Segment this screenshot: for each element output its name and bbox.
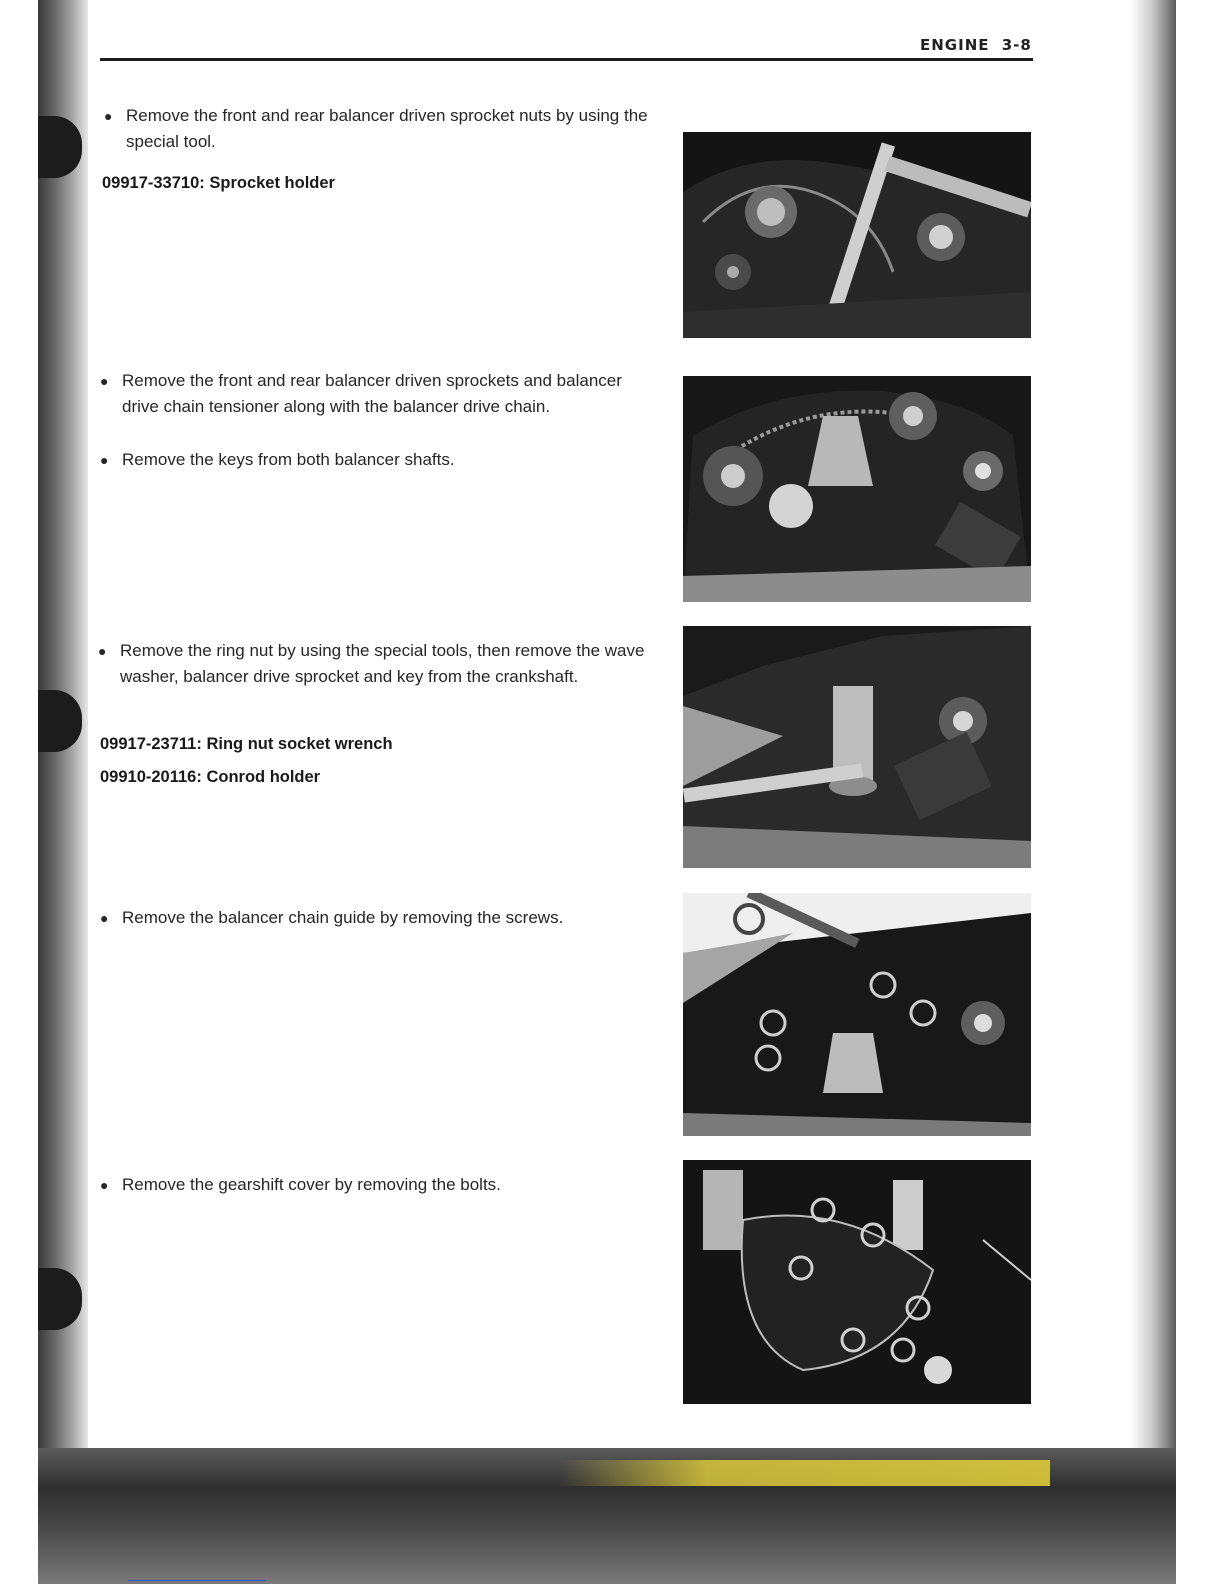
bullet-icon: ● — [100, 1177, 109, 1193]
special-tool: 09917-23711: Ring nut socket wrench — [100, 735, 393, 753]
header-rule — [100, 58, 1033, 61]
engine-photo-chain-guide — [683, 893, 1031, 1136]
page-margin — [1176, 0, 1224, 1584]
page-shadow — [1130, 0, 1176, 1480]
instruction-item — [100, 905, 660, 931]
tool-name: Conrod holder — [206, 768, 321, 786]
bullet-icon: ● — [104, 108, 113, 124]
instruction-item — [100, 447, 652, 473]
instruction-text: Remove the ring nut by using the special tools, then remove the wave washer, balancer drive sprocket and key from the crankshaft. — [120, 641, 645, 686]
engine-photo-ring-nut — [683, 626, 1031, 868]
tool-name: Sprocket holder — [209, 174, 335, 192]
binder-edge — [38, 0, 88, 1584]
bullet-icon: ● — [100, 910, 109, 926]
tool-number: 09917-33710 — [102, 174, 200, 192]
tool-number: 09917-23711 — [100, 735, 197, 753]
instruction-item — [100, 368, 652, 420]
instruction-item — [100, 1172, 660, 1198]
bullet-icon: ● — [100, 373, 109, 389]
page-number: 3-8 — [1001, 36, 1032, 54]
special-tool: 09910-20116: Conrod holder — [100, 768, 321, 786]
instruction-item — [98, 638, 652, 690]
scan-underline-artifact — [128, 1580, 266, 1581]
instruction-text: Remove the balancer chain guide by removing the screws. — [122, 908, 564, 927]
instruction-text: Remove the front and rear balancer driven sprocket nuts by using the special tool. — [126, 106, 648, 151]
instruction-text: Remove the keys from both balancer shafts. — [122, 450, 455, 469]
instruction-text: Remove the gearshift cover by removing the bolts. — [122, 1175, 501, 1194]
instruction-text: Remove the front and rear balancer driven sprockets and balancer drive chain tensioner along with the balancer drive chain. — [122, 371, 622, 416]
special-tool: 09917-33710: Sprocket holder — [102, 174, 335, 192]
bullet-icon: ● — [98, 643, 107, 659]
bullet-icon: ● — [100, 452, 109, 468]
scan-color-artifact — [560, 1460, 1050, 1486]
page-header — [920, 36, 1032, 54]
engine-photo-sprocket-nuts — [683, 132, 1031, 338]
engine-photo-gearshift-cover — [683, 1160, 1031, 1404]
tool-number: 09910-20116 — [100, 768, 197, 786]
section-title: ENGINE — [920, 36, 990, 54]
instruction-item — [104, 103, 656, 155]
tool-name: Ring nut socket wrench — [206, 735, 393, 753]
engine-photo-balancer-sprockets — [683, 376, 1031, 602]
